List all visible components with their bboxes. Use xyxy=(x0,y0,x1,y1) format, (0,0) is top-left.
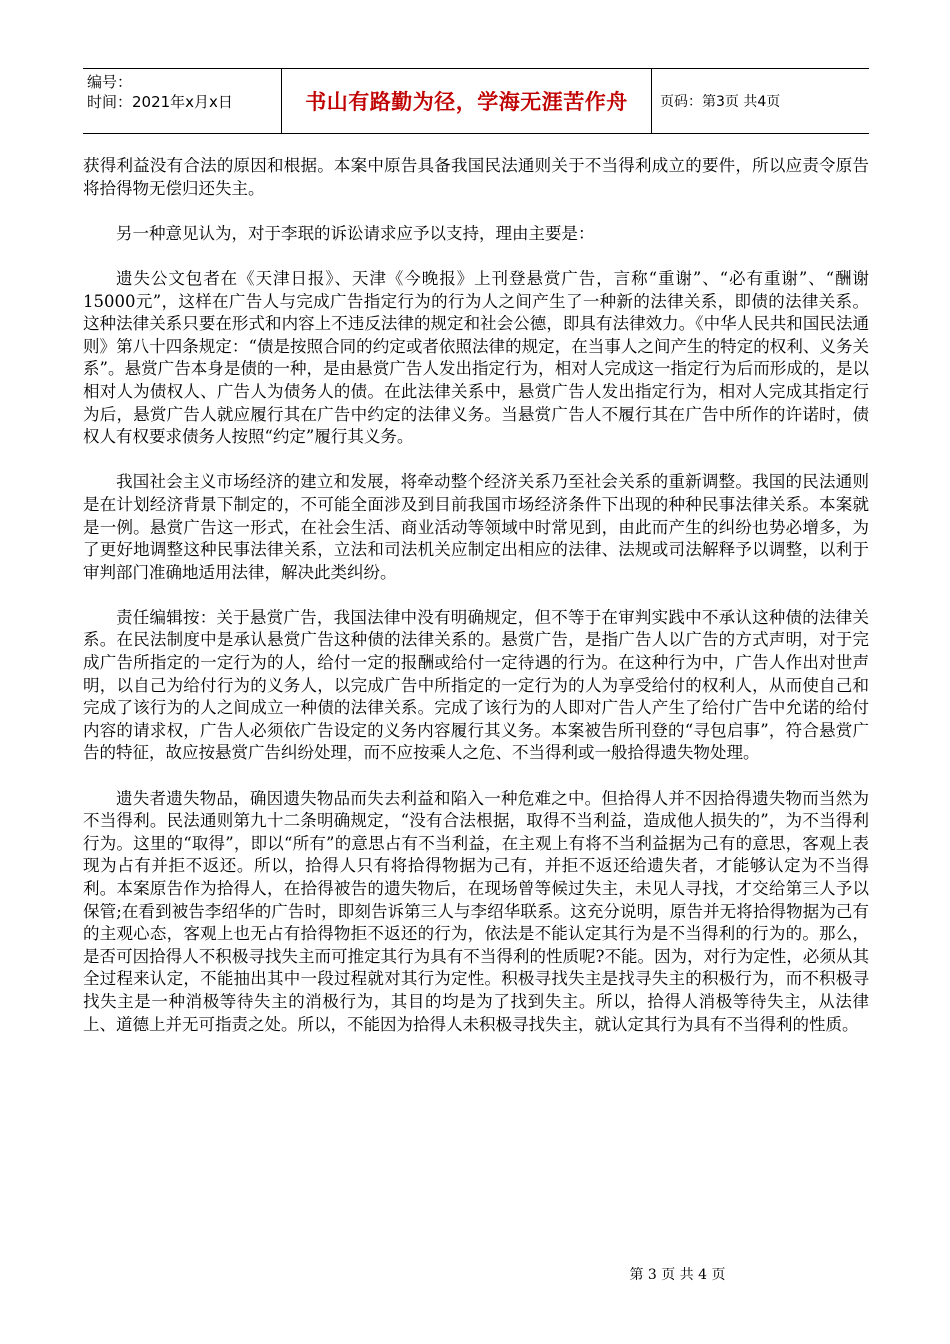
footer-page-number: 第 3 页 共 4 页 xyxy=(629,1267,726,1283)
page-footer xyxy=(0,1264,950,1284)
header-motto: 书山有路勤为径，学海无涯苦作舟 xyxy=(282,69,652,133)
paragraph: 遗失公文包者在《天津日报》、天津《今晚报》上刊登悬赏广告，言称“重谢”、“必有重谢”、“酬谢15000元”，这样在广告人与完成广告指定行为的行为人之间产生了一种新的法律关系，即债的法律关系。这种法律关系只要在形式和内容上不违反法律的规定和社会公德，即具有法律效力。《中华人民共和国民法通则》第八十四条规定：“债是按照合同的约定或者依照法律的规定，在当事人之间产生的特定的权利、义务关系”。悬赏广告本身是债的一种，是由悬赏广告人发出指定行为，相对人完成这一指定行为后而形成的，是以相对人为债权人、广告人为债务人的债。在此法律关系中，悬赏广告人发出指定行为，相对人完成其指定行为后，悬赏广告人就应履行其在广告中约定的法律义务。当悬赏广告人不履行其在广告中所作的许诺时，债权人有权要求债务人按照“约定”履行其义务。 xyxy=(83,268,869,447)
document-number-label: 编号： xyxy=(87,73,133,91)
paragraph: 遗失者遗失物品，确因遗失物品而失去利益和陷入一种危难之中。但拾得人并不因拾得遗失物而当然为不当得利。民法通则第九十二条明确规定，“没有合法根据，取得不当利益，造成他人损失的”，为不当得利行为。这里的“取得”，即以“所有”的意思占有不当利益，在主观上有将不当利益据为己有的意思，客观上表现为占有并拒不返还。所以，拾得人只有将拾得物据为己有，并拒不返还给遗失者，才能够认定为不当得利。本案原告作为拾得人，在拾得被告的遗失物后，在现场曾等候过失主，未见人寻找，才交给第三人予以保管;在看到被告李绍华的广告时，即刻告诉第三人与李绍华联系。这充分说明，原告并无将拾得物据为己有的主观心态，客观上也无占有拾得物拒不返还的行为，依法是不能认定其行为是不当得利的行为的。那么，是否可因拾得人不积极寻找失主而可推定其行为具有不当得利的性质呢?不能。因为，对行为定性，必须从其全过程来认定，不能抽出其中一段过程就对其行为定性。积极寻找失主是找寻失主的积极行为，而不积极寻找失主是一种消极等待失主的消极行为，其目的均是为了找到失主。所以，拾得人消极等待失主，从法律上、道德上并无可指责之处。所以，不能因为拾得人未积极寻找失主，就认定其行为具有不当得利的性质。 xyxy=(83,788,869,1034)
header-meta xyxy=(83,69,282,133)
document-body xyxy=(83,155,869,1036)
document-date-label: 时间：2021年x月x日 xyxy=(87,93,233,111)
paragraph: 我国社会主义市场经济的建立和发展，将牵动整个经济关系乃至社会关系的重新调整。我国的民法通则是在计划经济背景下制定的，不可能全面涉及到目前我国市场经济条件下出现的种种民事法律关系。本案就是一例。悬赏广告这一形式，在社会生活、商业活动等领域中时常见到，由此而产生的纠纷也势必增多，为了更好地调整这种民事法律关系，立法和司法机关应制定出相应的法律、法规或司法解释予以调整，以利于审判部门准确地适用法律，解决此类纠纷。 xyxy=(83,472,869,582)
paragraph: 另一种意见认为，对于李珉的诉讼请求应予以支持，理由主要是： xyxy=(116,223,595,243)
paragraph-continuation: 获得利益没有合法的原因和根据。本案中原告具备我国民法通则关于不当得利成立的要件，所以应责令原告将拾得物无偿归还失主。 xyxy=(83,156,869,198)
page-header xyxy=(83,68,869,134)
paragraph: 责任编辑按：关于悬赏广告，我国法律中没有明确规定，但不等于在审判实践中不承认这种债的法律关系。在民法制度中是承认悬赏广告这种债的法律关系的。悬赏广告，是指广告人以广告的方式声明，对于完成广告所指定的一定行为的人，给付一定的报酬或给付一定待遇的行为。在这种行为中，广告人作出对世声明，以自己为给付行为的义务人，以完成广告中所指定的一定行为的人为享受给付的权利人，从而使自己和完成了该行为的人之间成立一种债的法律关系。完成了该行为的人即对广告人产生了给付广告中允诺的给付内容的请求权，广告人必须依广告设定的义务内容履行其义务。本案被告所刊登的“寻包启事”，符合悬赏广告的特征，故应按悬赏广告纠纷处理，而不应按乘人之危、不当得利或一般拾得遗失物处理。 xyxy=(83,607,869,763)
header-page-number: 页码：第3页 共4页 xyxy=(660,94,781,110)
